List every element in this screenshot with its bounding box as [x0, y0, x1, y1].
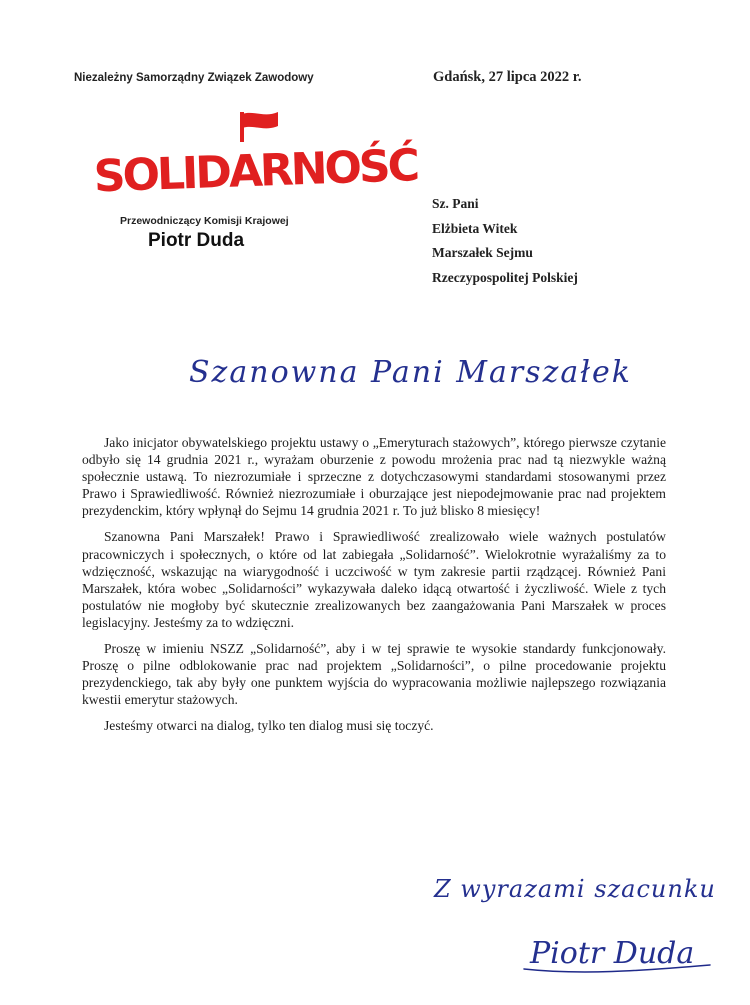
body-paragraph: Szanowna Pani Marszałek! Prawo i Sprawiedliwość zrealizowało wiele ważnych postulatów pracowniczych i społecznych, o które od lat zabiegała „Solidarność”. Wielokrotnie wyrażaliśmy za to wdzięczność, wskazując na wiarygodność i uczciwość w tym zakresie partii rządzącej. Również Pani Marszałek, która wobec „Solidarności” wykazywała daleko idącą otwartość i życzliwość. Wiele z tych postulatów nie mogłoby być skutecznie zrealizowanych bez zaangażowania Pani Marszałek w proces legislacyjny. Jesteśmy za to wdzięczni.: [82, 529, 666, 630]
addressee-line: Sz. Pani: [432, 196, 479, 211]
union-name: Niezależny Samorządny Związek Zawodowy: [74, 72, 314, 84]
salutation-text: Szanowna Pani Marszałek: [189, 355, 632, 390]
letter-body: [82, 434, 666, 744]
closing-regards: Z wyrazami szacunku: [434, 875, 716, 903]
addressee-line: Elżbieta Witek: [432, 220, 518, 236]
addressee-line: Rzeczypospolitej Polskiej: [432, 269, 578, 285]
chair-name: Piotr Duda: [148, 230, 245, 251]
addressee-line: Marszałek Sejmu: [432, 245, 533, 260]
body-paragraph: Jako inicjator obywatelskiego projektu ustawy o „Emeryturach stażowych”, którego pierwsze czytanie odbyło się 14 grudnia 2021 r., wyrażam oburzenie z powodu mrożenia prac nad tą niezwykle ważną społecznie ustawą. To niezrozumiałe i sprzeczne z dotychczasowymi standardami stosowanymi przez Prawo i Sprawiedliwość. Również niezrozumiałe i oburzające jest niepodejmowanie prac nad projektem prezydenckim, który wpłynął do Sejmu 14 grudnia 2021 r. To już blisko 8 miesięcy!: [82, 435, 666, 519]
date-line: Gdańsk, 27 lipca 2022 r.: [433, 69, 582, 85]
solidarnosc-logo: [92, 108, 418, 204]
svg-text:SOLIDARNOŚĆ: SOLIDARNOŚĆ: [93, 140, 418, 203]
body-paragraph: Proszę w imieniu NSZZ „Solidarność”, aby i w tej sprawie te wysokie standardy funkcjonowały. Proszę o pilne odblokowanie prac nad projektem „Solidarności”, o pilne procedowanie projektu prezydenckiego, tak aby były one punktem wyjścia do wypracowania możliwie najlepszego rozwiązania kwestii emerytur stażowych.: [82, 641, 666, 708]
body-paragraph: Jesteśmy otwarci na dialog, tylko ten dialog musi się toczyć.: [104, 718, 434, 734]
handwritten-salutation: [185, 330, 632, 400]
addressee-block: [432, 192, 578, 290]
handwritten-closing: [420, 845, 740, 995]
signature: Piotr Duda: [530, 936, 695, 971]
chair-title: Przewodniczący Komisji Krajowej: [120, 215, 289, 227]
